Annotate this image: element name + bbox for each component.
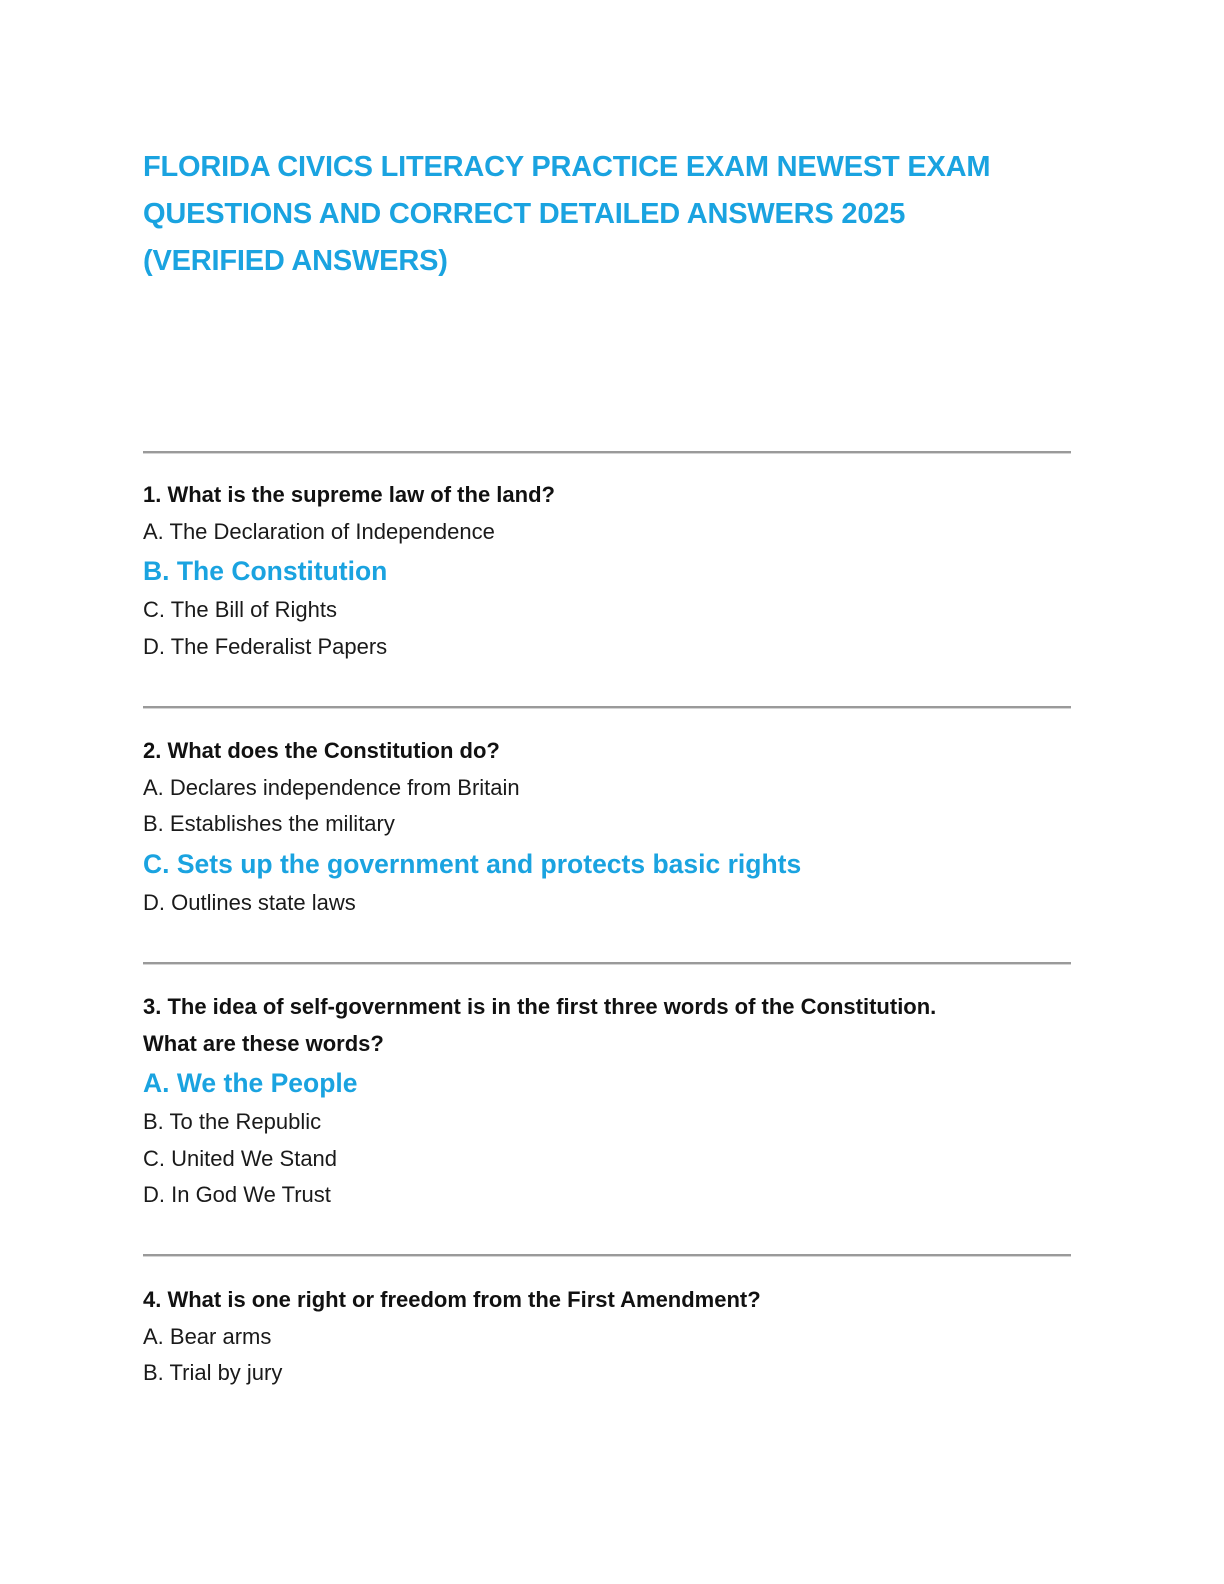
question-text: 4. What is one right or freedom from the First Amendment? <box>143 1287 761 1312</box>
title-line: QUESTIONS AND CORRECT DETAILED ANSWERS 2025 <box>143 198 906 230</box>
answer-option-c: C. The Bill of Rights <box>143 597 338 622</box>
question-3 <box>143 989 1083 1214</box>
answer-option-a: A. Bear arms <box>143 1323 272 1349</box>
section-divider <box>143 706 1071 708</box>
section-divider <box>143 1254 1071 1256</box>
answer-option-b: B. Trial by jury <box>143 1360 283 1385</box>
question-1 <box>143 477 1083 665</box>
section-divider <box>143 962 1071 964</box>
title-line: FLORIDA CIVICS LITERACY PRACTICE EXAM NEWEST EXAM <box>143 151 991 183</box>
title-line: (VERIFIED ANSWERS) <box>143 245 448 277</box>
section-divider <box>143 451 1071 453</box>
question-text: 2. What does the Constitution do? <box>143 738 500 763</box>
answer-option-b: B. Establishes the military <box>143 811 395 836</box>
answer-option-c: C. United We Stand <box>143 1145 338 1171</box>
answer-option-b: B. To the Republic <box>143 1109 322 1134</box>
answer-option-b-correct: B. The Constitution <box>143 556 388 586</box>
question-4 <box>143 1282 1083 1392</box>
answer-option-d: D. The Federalist Papers <box>143 633 388 659</box>
answer-option-d: D. In God We Trust <box>143 1182 331 1207</box>
answer-option-c-correct: C. Sets up the government and protects basic rights <box>143 848 802 879</box>
question-text: What are these words? <box>143 1030 384 1056</box>
question-text: 1. What is the supreme law of the land? <box>143 482 555 507</box>
answer-option-d: D. Outlines state laws <box>143 889 356 915</box>
answer-option-a: A. The Declaration of Independence <box>143 518 495 544</box>
document-title <box>143 144 1083 285</box>
answer-option-a-correct: A. We the People <box>143 1068 358 1098</box>
question-2 <box>143 733 1083 921</box>
question-text: 3. The idea of self-government is in the first three words of the Constitution. <box>143 994 937 1019</box>
answer-option-a: A. Declares independence from Britain <box>143 774 520 800</box>
